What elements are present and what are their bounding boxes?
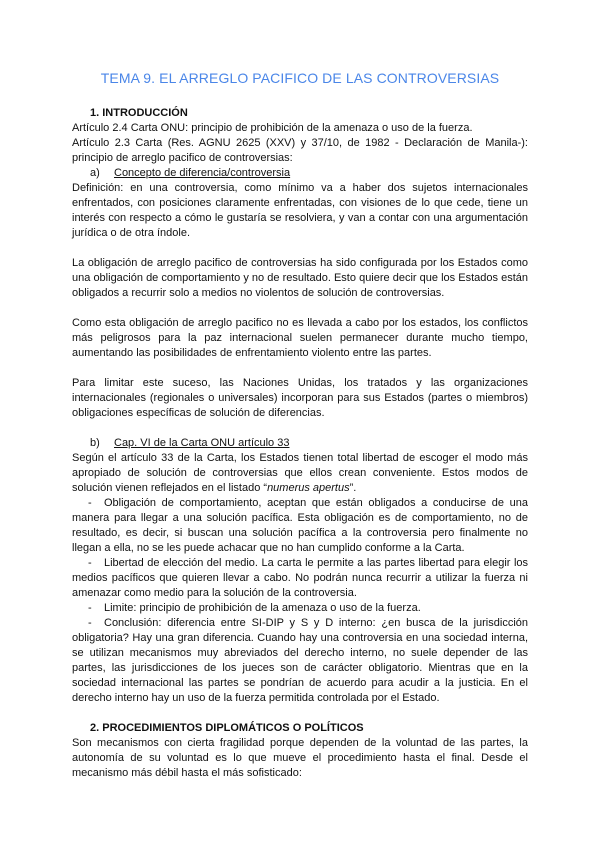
dash-bullet: - bbox=[88, 497, 92, 509]
section-1-heading: 1. INTRODUCCIÓN bbox=[90, 107, 188, 119]
dash-bullet: - bbox=[88, 602, 92, 614]
subsection-b-heading bbox=[72, 436, 528, 451]
paragraph-limit: Para limitar este suceso, las Naciones Unidas, los tratados y las organizaciones internacionales (regionales o universales) incorporan para sus Estados (partes o miembros) obligaciones específicas de solución de diferencias. bbox=[72, 377, 528, 419]
paragraph-article-33-text: Según el artículo 33 de la Carta, los Estados tienen total libertad de escoger el modo más apropiado de solución de controversias que ellos crean conveniente. Estos modos de solución vienen reflejados en el listado “ bbox=[72, 452, 528, 494]
list-item bbox=[72, 601, 528, 616]
paragraph-art-2-3: Artículo 2.3 Carta (Res. AGNU 2625 (XXV) y 37/10, de 1982 - Declaración de Manila-): principio de arreglo pacifico de controversias: bbox=[72, 137, 528, 164]
paragraph-article-33-end: ”. bbox=[349, 482, 357, 494]
subsection-b-title: Cap. VI de la Carta ONU artículo 33 bbox=[114, 437, 290, 449]
paragraph-definition: Definición: en una controversia, como mínimo va a haber dos sujetos internacionales enfrentados, con posiciones claramente enfrentadas, con visiones de lo que cede, tiene un interés con respecto a cómo le gustaría se resolviera, y van a contar con una argumentación jurídica o de otra índole. bbox=[72, 182, 528, 239]
list-item bbox=[72, 556, 528, 601]
section-2-heading: 2. PROCEDIMIENTOS DIPLOMÁTICOS O POLÍTICOS bbox=[90, 722, 364, 734]
paragraph-art-2-4: Artículo 2.4 Carta ONU: principio de prohibición de la amenaza o uso de la fuerza. bbox=[72, 122, 473, 134]
subsection-a-heading bbox=[72, 166, 528, 181]
paragraph-procedures: Son mecanismos con cierta fragilidad porque dependen de la voluntad de las partes, la autonomía de su voluntad es lo que mueve el procedimiento hasta el final. Desde el mecanismo más débil hasta el más sofisticado: bbox=[72, 737, 528, 779]
subsection-b-label: b) bbox=[90, 437, 100, 449]
paragraph-conflicts: Como esta obligación de arreglo pacifico no es llevada a cabo por los estados, los conflictos más peligrosos para la paz internacional suelen permanecer durante mucho tiempo, aumentando las posibilidades de enfrentamiento violento entre las partes. bbox=[72, 317, 528, 359]
dash-bullet: - bbox=[88, 557, 92, 569]
paragraph-obligation: La obligación de arreglo pacifico de controversias ha sido configurada por los Estados como una obligación de comportamiento y no de resultado. Esto quiere decir que los Estados están obligados a recurrir solo a medios no violentos de solución de controversias. bbox=[72, 257, 528, 299]
list-item-text: Obligación de comportamiento, aceptan que están obligados a conducirse de una manera para llegar a una solución pacífica. Esta obligación es de comportamiento, no de resultado, es decir, si buscan una solución pacífica a la controversia pero finalmente no llegan a ella, no se les puede achacar que no han cumplido conforme a la Carta. bbox=[72, 497, 528, 554]
list-item-text: Conclusión: diferencia entre SI-DIP y S y D interno: ¿en busca de la jurisdicción obligatoria? Hay una gran diferencia. Cuando hay una controversia en una sociedad interna, se utilizan mecanismos muy abreviados del derecho interno, no suele depender de las partes, las jurisdicciones de los jueces son de carácter obligatorio. Mientras que en la sociedad internacional las partes se pondrían de acuerdo para acudir a la justicia. En el derecho interno hay un uso de la fuerza permitida controlada por el Estado. bbox=[72, 617, 528, 704]
document-title: TEMA 9. EL ARREGLO PACIFICO DE LAS CONTROVERSIAS bbox=[100, 70, 500, 86]
list-item-text: Limite: principio de prohibición de la amenaza o uso de la fuerza. bbox=[104, 602, 421, 614]
list-item-text: Libertad de elección del medio. La carta le permite a las partes libertad para elegir los medios pacíficos que quieren llevar a cabo. No podrán nunca recurrir a utilizar la fuerza ni amenazar como medio para la solución de la controversia. bbox=[72, 557, 528, 599]
subsection-a-label: a) bbox=[90, 167, 100, 179]
subsection-a-title: Concepto de diferencia/controversia bbox=[114, 167, 291, 179]
dash-bullet: - bbox=[88, 617, 92, 629]
paragraph-article-33 bbox=[72, 451, 528, 496]
numerus-apertus: numerus apertus bbox=[267, 482, 350, 494]
list-item bbox=[72, 496, 528, 556]
document-body bbox=[72, 106, 528, 781]
list-item bbox=[72, 616, 528, 706]
